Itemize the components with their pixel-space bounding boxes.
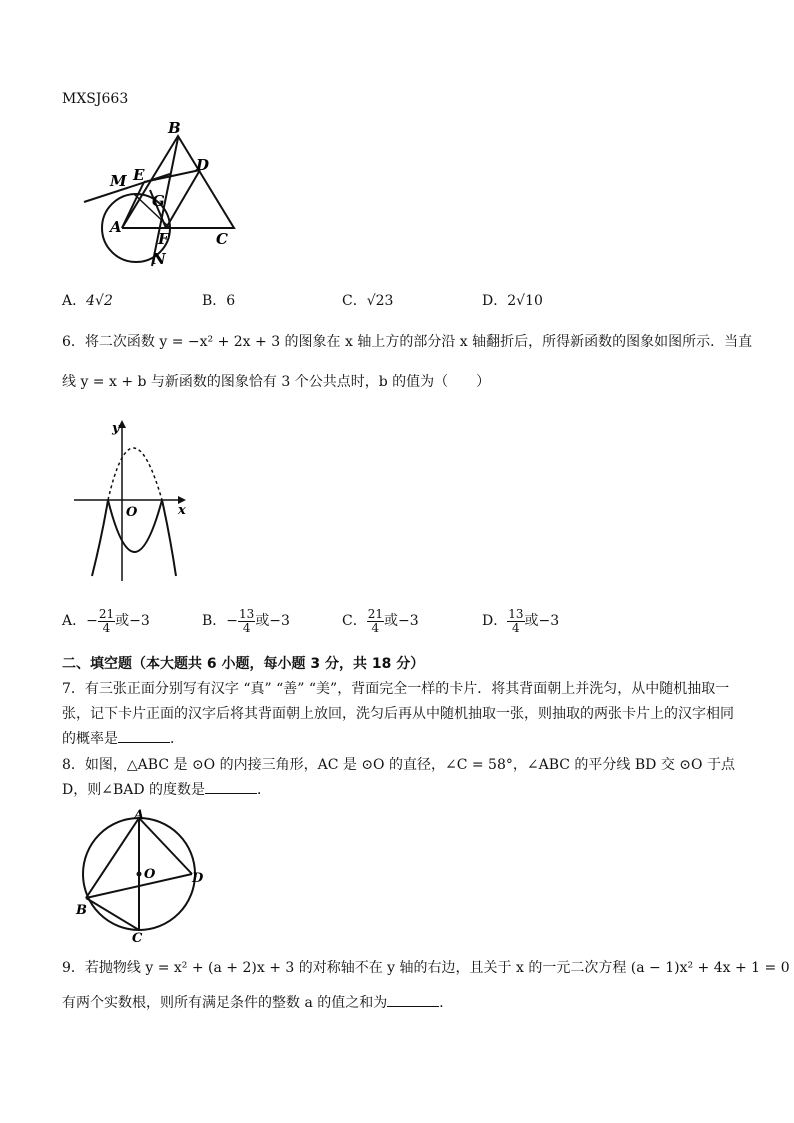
q6-label-y: y bbox=[112, 421, 120, 436]
q6-label-o: O bbox=[126, 505, 138, 520]
q8-label-d: D bbox=[192, 871, 204, 886]
q5-option-b: B．6 bbox=[202, 293, 236, 309]
q9-line-1: 9．若抛物线 y = x² + (a + 2)x + 3 的对称轴不在 y 轴的右边，且关于 x 的一元二次方程 (a − 1)x² + 4x + 1 = 0 bbox=[62, 960, 790, 976]
q6-option-b: B．− $\frac{13}{4}$ 或−3 bbox=[202, 606, 290, 635]
fraction: $\frac{13}{4}$ bbox=[508, 606, 524, 635]
fraction: $\frac{13}{4}$ bbox=[239, 606, 255, 635]
q8-line-1: 8．如图，△ABC 是 ⊙O 的内接三角形，AC 是 ⊙O 的直径，∠C = 58°，∠ABC 的平分线 BD 交 ⊙O 于点 bbox=[62, 757, 735, 773]
q5-option-a: A．4√2 bbox=[62, 293, 113, 309]
q5-label-E: E bbox=[133, 166, 145, 184]
q6-figure bbox=[72, 416, 192, 584]
q5-label-D: D bbox=[196, 156, 210, 174]
q8-figure bbox=[72, 808, 212, 944]
q8-label-o: O bbox=[144, 867, 156, 882]
q6-line-1: 6．将二次函数 y = −x² + 2x + 3 的图象在 x 轴上方的部分沿 x 轴翻折后，所得新函数的图象如图所示．当直 bbox=[62, 334, 753, 350]
fraction: $\frac{21}{4}$ bbox=[367, 606, 383, 635]
q5-label-C: C bbox=[216, 230, 228, 248]
q5-label-N: N bbox=[152, 250, 166, 268]
q6-line-2: 线 y = x + b 与新函数的图象恰有 3 个公共点时，b 的值为（ ） bbox=[62, 374, 491, 390]
q5-figure bbox=[74, 118, 254, 268]
q5-option-d: D．2√10 bbox=[482, 293, 543, 309]
q8-line-2: D，则∠BAD 的度数是 ． bbox=[62, 779, 271, 801]
q5-label-B: B bbox=[168, 119, 181, 137]
answer-blank bbox=[205, 779, 257, 794]
q8-label-a: A bbox=[134, 808, 145, 823]
q7-line-2: 张，记下卡片正面的汉字后将其背面朝上放回，洗匀后再从中随机抽取一张，则抽取的两张卡片上的汉字相同 bbox=[62, 706, 734, 722]
answer-blank bbox=[387, 992, 439, 1007]
q9-line-2: 有两个实数根，则所有满足条件的整数 a 的值之和为 ． bbox=[62, 992, 453, 1014]
q6-option-a: A．− $\frac{21}{4}$ 或−3 bbox=[62, 606, 150, 635]
q8-label-b: B bbox=[76, 903, 87, 918]
q5-label-A: A bbox=[110, 218, 122, 236]
q7-line-3: 的概率是 ． bbox=[62, 728, 184, 750]
q5-label-G: G bbox=[152, 192, 165, 210]
q5-label-M: M bbox=[110, 172, 127, 190]
section-2-title: 二、填空题（本大题共 6 小题，每小题 3 分，共 18 分） bbox=[62, 656, 425, 672]
q5-label-F: F bbox=[158, 230, 169, 248]
answer-blank bbox=[118, 728, 170, 743]
q6-option-d: D． $\frac{13}{4}$ 或−3 bbox=[482, 606, 560, 635]
q6-label-x: x bbox=[178, 503, 186, 518]
q6-option-c: C． $\frac{21}{4}$ 或−3 bbox=[342, 606, 419, 635]
q5-option-c: C．√23 bbox=[342, 293, 394, 309]
q8-label-c: C bbox=[132, 931, 143, 944]
fraction: $\frac{21}{4}$ bbox=[98, 606, 115, 635]
q7-line-1: 7．有三张正面分别写有汉字 “真” “善” “美”，背面完全一样的卡片．将其背面朝上并洗匀，从中随机抽取一 bbox=[62, 681, 730, 697]
header-code: MXSJ663 bbox=[62, 91, 129, 107]
